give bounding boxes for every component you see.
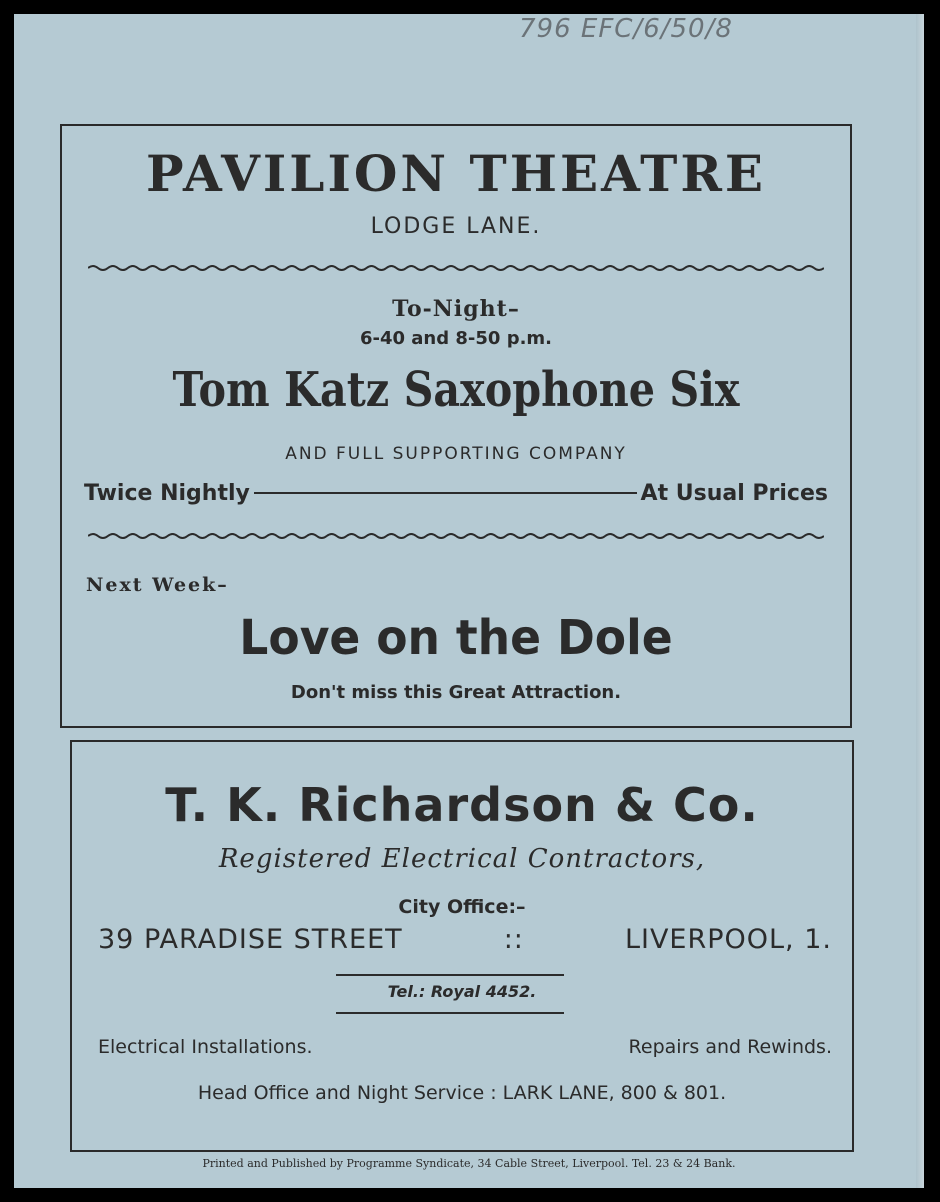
tel-rule-top <box>336 974 564 976</box>
programme-page <box>14 14 924 1188</box>
supporting-company: AND FULL SUPPORTING COMPANY <box>285 444 627 464</box>
street-address: 39 PARADISE STREET <box>98 924 403 955</box>
telephone: Tel.: Royal 4452. <box>387 982 537 1001</box>
theatre-location: LODGE LANE. <box>370 214 542 239</box>
service-installations: Electrical Installations. <box>98 1036 313 1058</box>
tel-rule-bottom <box>336 1012 564 1014</box>
headline-act: Tom Katz Saxophone Six <box>172 362 740 418</box>
page-edge <box>916 14 924 1188</box>
city-office-label: City Office:– <box>398 896 526 918</box>
address-row <box>98 924 832 955</box>
wavy-divider <box>88 532 824 540</box>
next-show-title: Love on the Dole <box>239 610 673 666</box>
printer-imprint: Printed and Published by Programme Syndicate, 34 Cable Street, Liverpool. Tel. 23 & 24 Bank. <box>202 1157 736 1170</box>
pavilion-theatre-advert <box>60 124 852 728</box>
tonight-label: To-Night– <box>392 296 520 322</box>
twice-nightly: Twice Nightly <box>84 480 250 506</box>
service-repairs: Repairs and Rewinds. <box>628 1036 832 1058</box>
theatre-name: PAVILION THEATRE <box>146 144 766 203</box>
archive-reference: 796 EFC/6/50/8 <box>519 14 733 44</box>
next-show-tagline: Don't miss this Great Attraction. <box>290 682 622 703</box>
city-address: LIVERPOOL, 1. <box>624 924 832 955</box>
dash-rule <box>254 492 637 494</box>
richardson-advert <box>70 740 854 1152</box>
usual-prices: At Usual Prices <box>640 480 828 506</box>
services-row <box>98 1036 832 1058</box>
company-name: T. K. Richardson & Co. <box>165 778 759 832</box>
address-separator: :: <box>503 924 524 955</box>
company-tagline: Registered Electrical Contractors, <box>218 844 706 874</box>
pricing-row <box>84 478 828 508</box>
next-week-label: Next Week– <box>86 574 229 596</box>
head-office: Head Office and Night Service : LARK LANE, 800 & 801. <box>197 1082 727 1104</box>
show-times: 6-40 and 8-50 p.m. <box>359 328 553 349</box>
wavy-divider <box>88 264 824 272</box>
